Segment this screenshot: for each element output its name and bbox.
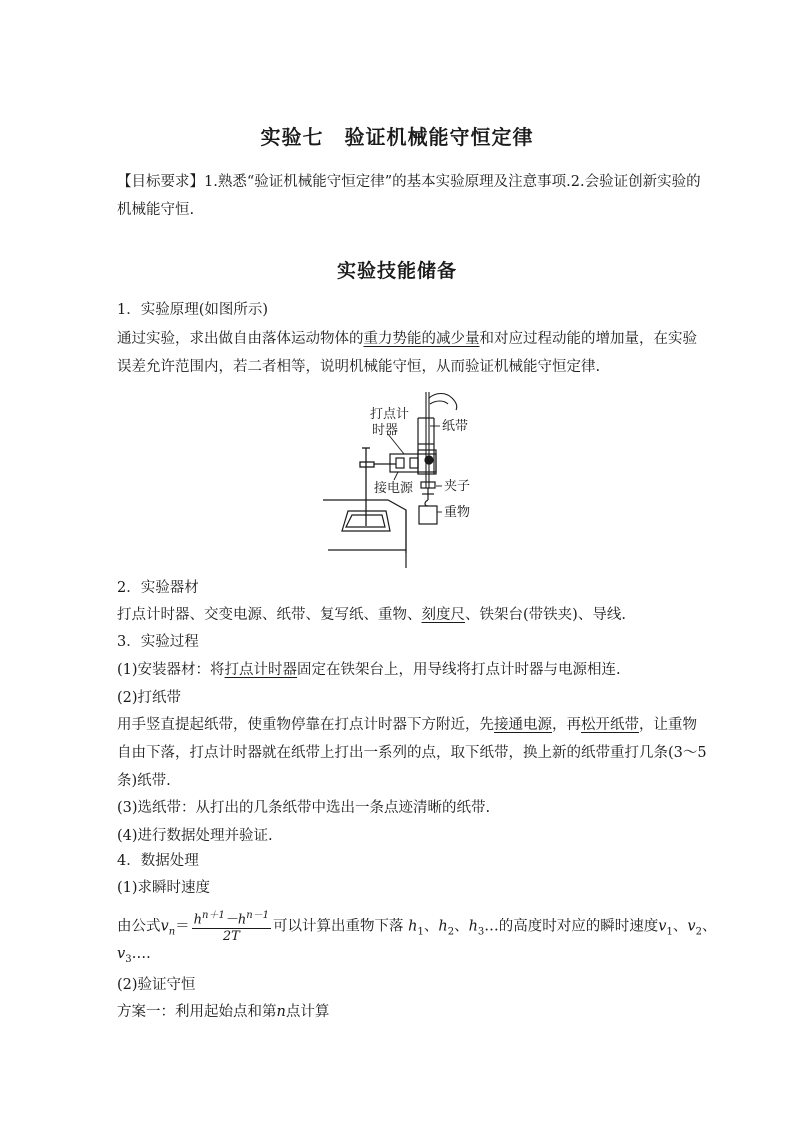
formula-lhs-sub: n	[168, 926, 176, 938]
principle-heading: 1．实验原理(如图所示)	[117, 302, 269, 318]
principle-line-1-a: 通过实验，求出做自由落体运动物体的	[117, 331, 364, 347]
equipment-underline-ruler: 刻度尺	[421, 607, 465, 623]
principle-line-1-b: 和对应过程动能的增加量，在实验	[479, 331, 697, 347]
process-step-2-l1-a: 用手竖直提起纸带，使重物停靠在打点计时器下方附近，先	[117, 717, 494, 733]
label-power: 接电源	[374, 481, 414, 496]
label-timer-2: 时器	[372, 423, 399, 438]
formula-eq: ＝	[175, 918, 190, 935]
process-step-2-l1-b: ，再	[552, 717, 581, 733]
plan-1-n: n	[276, 1004, 286, 1020]
equipment-line	[117, 605, 626, 625]
process-step-2-line-3: 条)纸带.	[117, 773, 171, 789]
label-clip: 夹子	[444, 479, 471, 494]
formula-lhs: v	[160, 918, 169, 935]
process-step-2-line-1	[117, 715, 697, 735]
process-step-1-a: (1)安装器材：将	[117, 662, 225, 678]
process-heading: 3．实验过程	[117, 634, 199, 650]
data-sub-2: (2)验证守恒	[117, 977, 196, 993]
principle-underline-potential: 重力势能的减少量	[363, 331, 480, 347]
formula-suffix-a: 可以计算出重物下落	[273, 918, 404, 935]
process-step-3: (3)选纸带：从打出的几条纸带中选出一条点迹清晰的纸带.	[117, 800, 491, 816]
formula-suffix-b: 的高度时对应的瞬时速度	[498, 918, 659, 935]
objective-text-1: 1.熟悉“验证机械能守恒定律”的基本实验原理及注意事项.2.会验证创新实验的	[204, 174, 701, 190]
objective-line-2: 机械能守恒.	[117, 202, 195, 218]
formula-h: h	[408, 918, 418, 935]
data-sub-1: (1)求瞬时速度	[117, 880, 211, 896]
label-weight: 重物	[444, 505, 471, 520]
formula-line-2: $v_3\dots$.	[117, 946, 151, 965]
section-title: 实验技能储备	[336, 260, 457, 282]
principle-line-2: 误差允许范围内，若二者相等，说明机械能守恒，从而验证机械能守恒定律.	[117, 359, 601, 375]
label-tape: 纸带	[442, 419, 469, 434]
label-timer-1: 打点计	[370, 407, 410, 422]
process-underline-timer: 打点计时器	[224, 662, 298, 678]
data-heading: 4．数据处理	[117, 853, 199, 869]
objective-line-1	[117, 172, 701, 192]
formula-denominator: 2T	[222, 929, 240, 945]
process-step-2-line-2: 自由下落，打点计时器就在纸带上打出一系列的点，取下纸带，换上新的纸带重打几条(3～5	[117, 745, 707, 761]
process-step-2-l1-c: ，让重物	[639, 717, 697, 733]
equipment-text-b: 、铁架台(带铁夹)、导线.	[465, 607, 626, 623]
plan-1-b: 点计算	[285, 1004, 330, 1020]
apparatus-figure	[318, 388, 476, 568]
process-step-1-b: 固定在铁架台上，用导线将打点计时器与电源相连.	[297, 662, 621, 678]
plan-1-a: 方案一：利用起始点和第	[117, 1004, 277, 1020]
plan-1	[117, 1002, 329, 1022]
process-underline-power: 接通电源	[494, 717, 552, 733]
hand-graphic	[429, 394, 457, 411]
formula-line: 由公式$v_n=$ $\frac{h^{n+1}-h^{n-1}}{2T}$ 可以计算出重物下落 $h_1$、$h_2$、$h_3\dots$的高度时对应的瞬时速度$v_1$、$v_2$、	[117, 910, 717, 945]
page-title: 实验七 验证机械能守恒定律	[260, 125, 534, 149]
clip-and-weight	[419, 482, 437, 524]
formula-fraction	[192, 908, 271, 945]
process-step-2-heading: (2)打纸带	[117, 690, 182, 706]
table-graphic	[323, 500, 406, 568]
process-step-4: (4)进行数据处理并验证.	[117, 828, 273, 844]
equipment-text-a: 打点计时器、交变电源、纸带、复写纸、重物、	[117, 607, 422, 623]
equipment-heading: 2．实验器材	[117, 580, 199, 596]
process-underline-release: 松开纸带	[581, 717, 639, 733]
principle-line-1	[117, 329, 697, 349]
formula-prefix: 由公式	[117, 918, 161, 935]
formula-numerator: $h^{n+1}-h^{n-1}$	[193, 910, 270, 928]
process-step-1	[117, 660, 621, 680]
objective-tag: 【目标要求】	[117, 174, 204, 190]
